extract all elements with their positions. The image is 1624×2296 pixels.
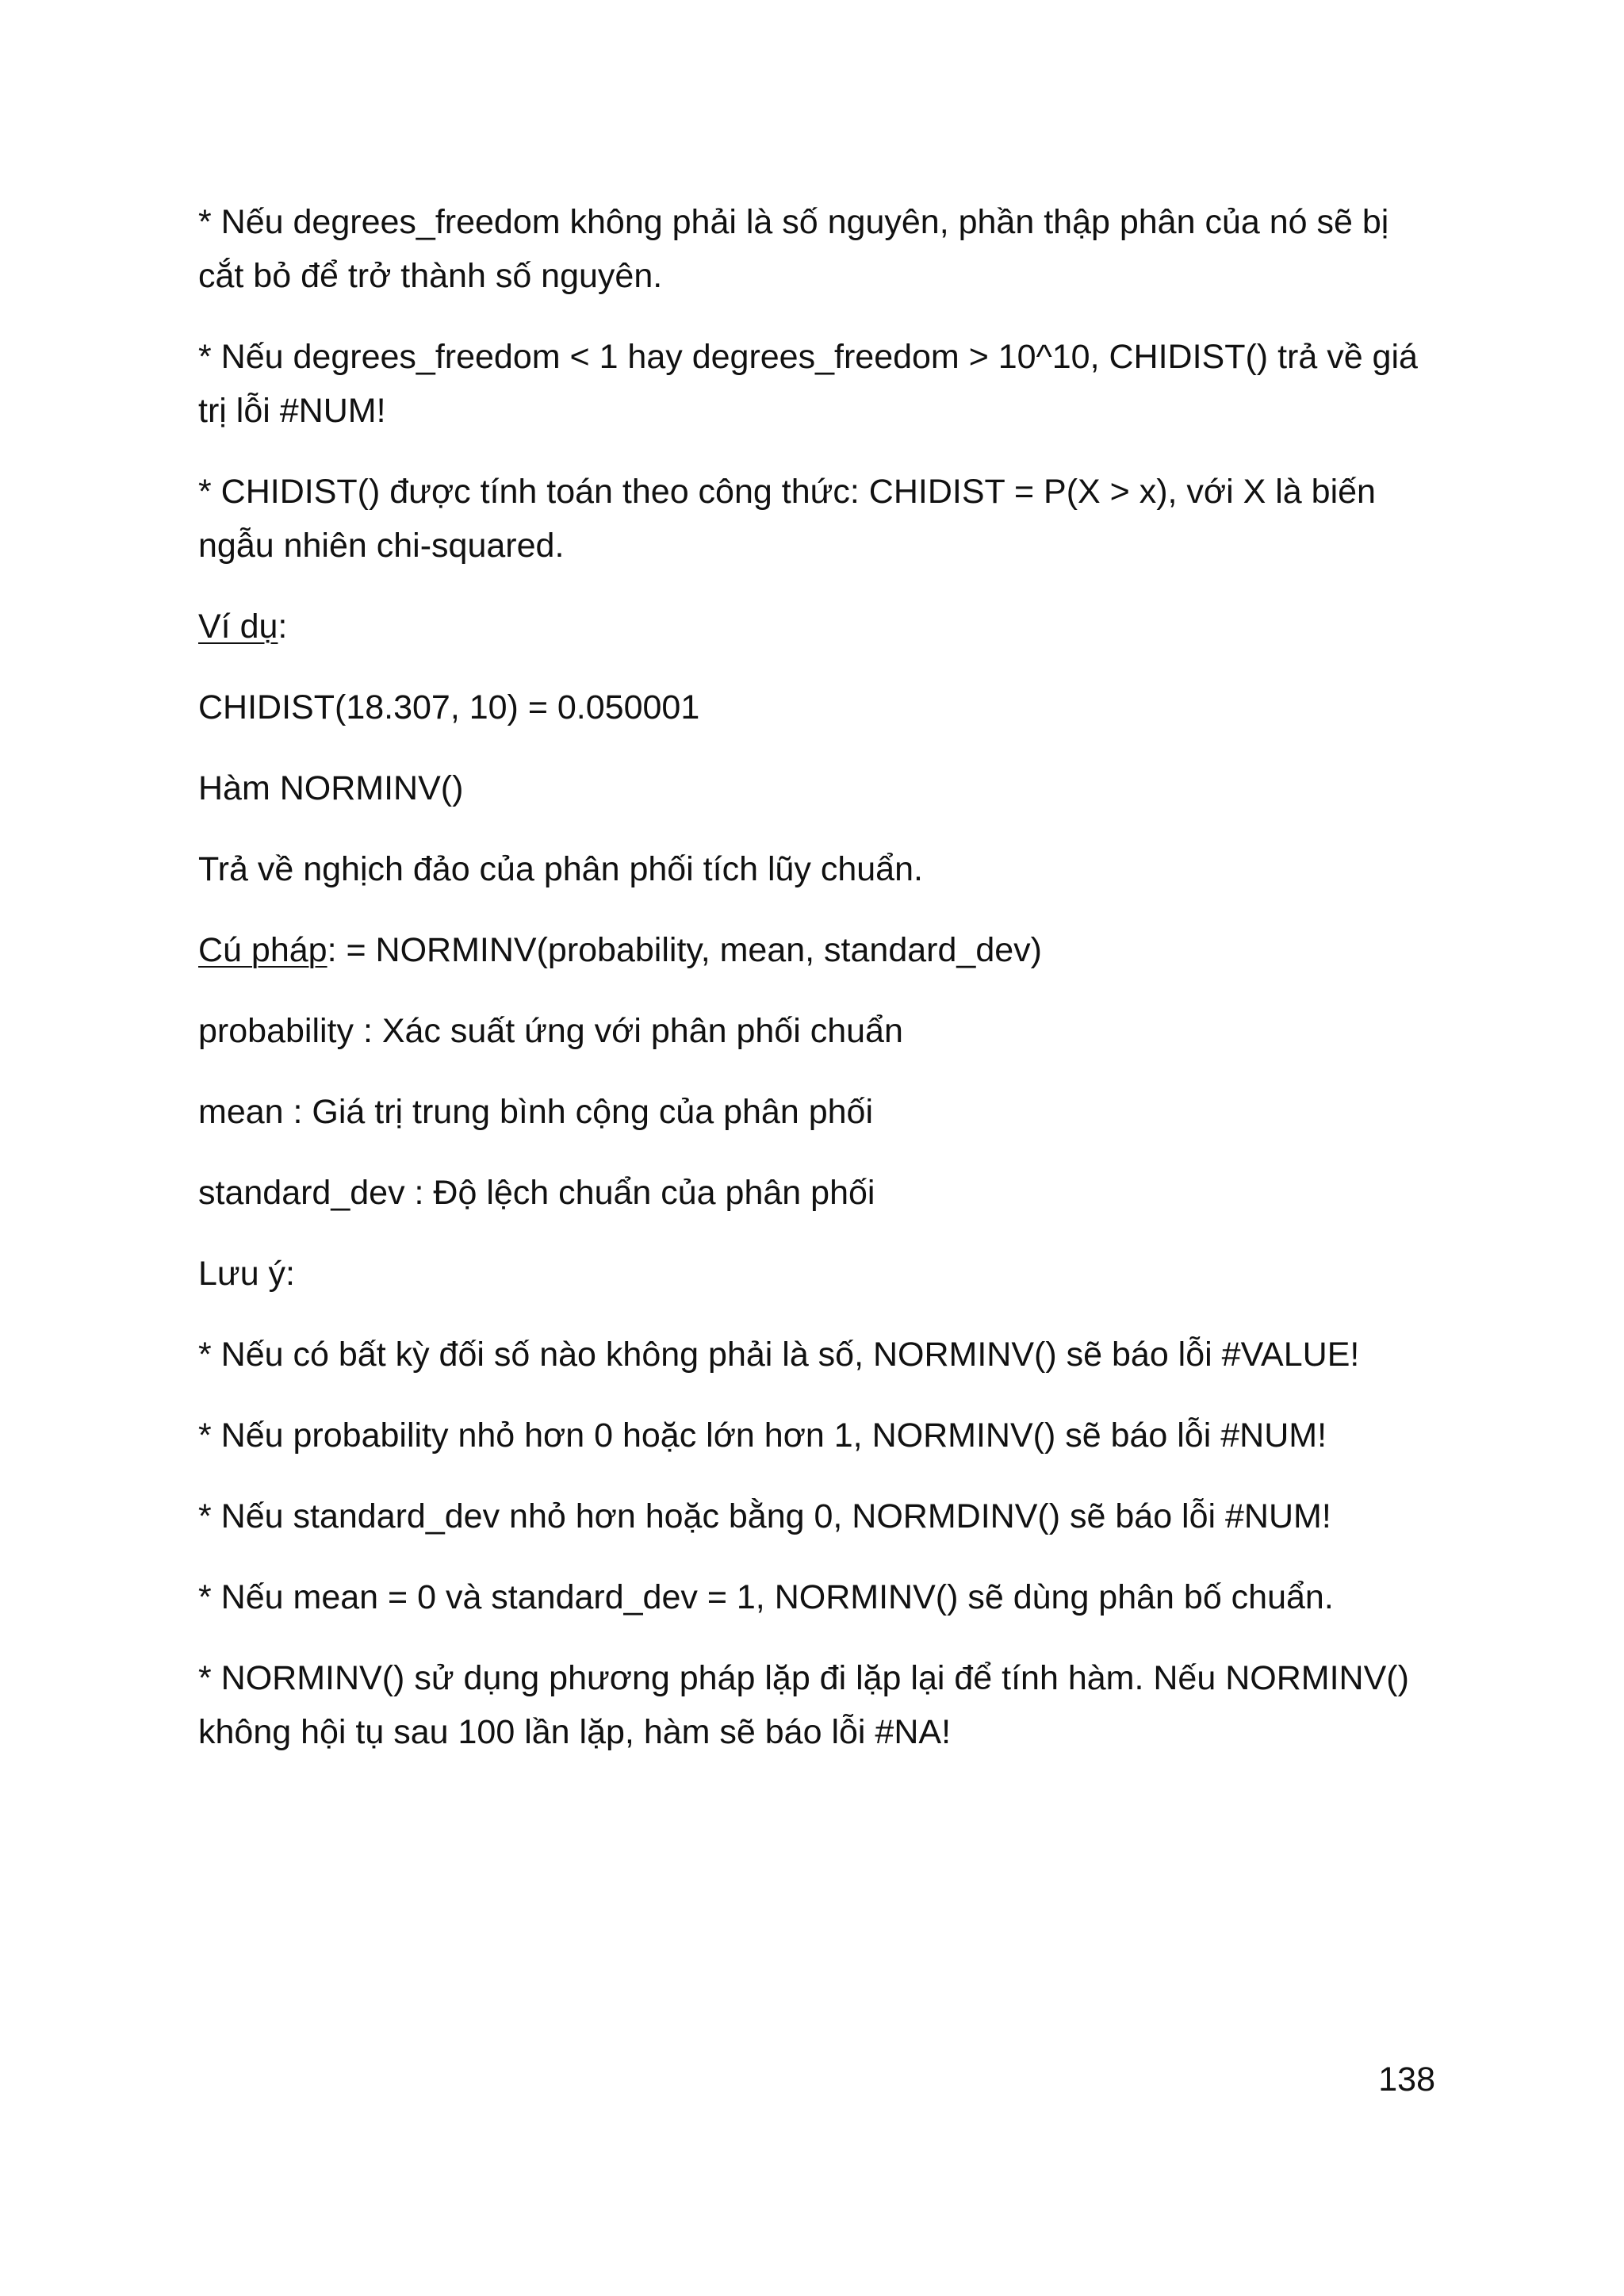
note-iteration [198, 1651, 1443, 1759]
param-mean: mean : Giá trị trung bình cộng của phân phối [198, 1093, 873, 1131]
example-colon: : [278, 608, 288, 646]
note-chidist-formula [198, 465, 1443, 573]
page-number: 138 [1378, 2060, 1435, 2099]
function-description: Trả về nghịch đảo của phân phối tích lũy chuẩn. [198, 850, 923, 888]
note-degrees-freedom-range [198, 330, 1443, 438]
example-heading [198, 600, 1443, 654]
function-heading: Hàm NORMINV() [198, 769, 464, 807]
example-label: Ví dụ [198, 608, 278, 646]
text-line: * CHIDIST() được tính toán theo công thức: CHIDIST = P(X > x), với X là biến [198, 473, 1376, 511]
param-probability: probability : Xác suất ứng với phân phối chuẩn [198, 1012, 903, 1050]
notes-heading: Lưu ý: [198, 1255, 296, 1293]
syntax-label: Cú pháp [198, 931, 327, 969]
syntax-line [198, 923, 1443, 977]
note-standard-dev: * Nếu standard_dev nhỏ hơn hoặc bằng 0, NORMDINV() sẽ báo lỗi #NUM! [198, 1497, 1331, 1535]
text-line: ngẫu nhiên chi-squared. [198, 527, 565, 565]
text-line: * NORMINV() sử dụng phương pháp lặp đi lặp lại để tính hàm. Nếu NORMINV() [198, 1659, 1409, 1697]
note-value-error: * Nếu có bất kỳ đối số nào không phải là số, NORMINV() sẽ báo lỗi #VALUE! [198, 1336, 1360, 1374]
syntax-value: : = NORMINV(probability, mean, standard_dev) [327, 931, 1042, 969]
text-line: * Nếu degrees_freedom < 1 hay degrees_freedom > 10^10, CHIDIST() trả về giá [198, 338, 1418, 376]
note-degrees-freedom-integer [198, 195, 1443, 303]
param-standard-dev: standard_dev : Độ lệch chuẩn của phân phối [198, 1174, 875, 1212]
page-content [198, 195, 1443, 1786]
example-value: CHIDIST(18.307, 10) = 0.050001 [198, 688, 700, 726]
text-line: * Nếu degrees_freedom không phải là số nguyên, phần thập phân của nó sẽ bị [198, 203, 1389, 241]
text-line: không hội tụ sau 100 lần lặp, hàm sẽ báo lỗi #NA! [198, 1713, 952, 1751]
text-line: cắt bỏ để trở thành số nguyên. [198, 257, 663, 295]
text-line: trị lỗi #NUM! [198, 392, 386, 430]
note-standard-normal: * Nếu mean = 0 và standard_dev = 1, NORMINV() sẽ dùng phân bố chuẩn. [198, 1578, 1334, 1616]
note-probability-range: * Nếu probability nhỏ hơn 0 hoặc lớn hơn 1, NORMINV() sẽ báo lỗi #NUM! [198, 1416, 1327, 1455]
